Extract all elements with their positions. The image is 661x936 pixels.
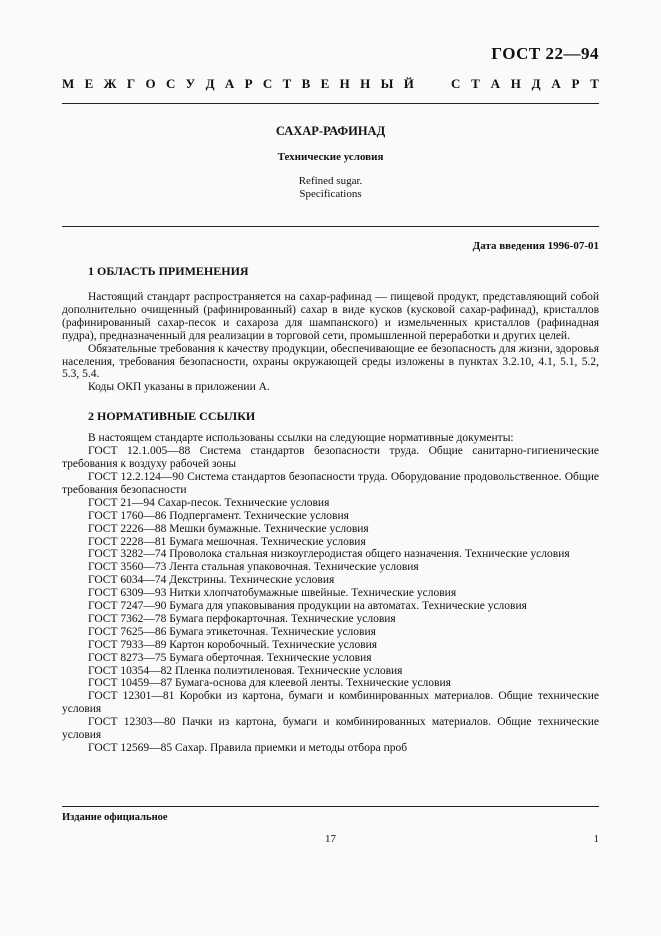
banner-letter: М [62, 76, 75, 91]
english-subtitle: Specifications [299, 188, 362, 200]
banner-letter: С [451, 76, 461, 91]
banner-letter: Р [571, 76, 580, 91]
reference-item: ГОСТ 12569—85 Сахар. Правила приемки и методы отбора проб [88, 742, 408, 754]
reference-item: ГОСТ 2226—88 Мешки бумажные. Технические условия [88, 522, 369, 535]
reference-item: ГОСТ 6034—74 Декстрины. Технические условия [88, 574, 335, 587]
reference-item: ГОСТ 12303—80 Пачки из картона, бумаги и комбинированных материалов. Общие технические условия [62, 716, 599, 742]
reference-item: ГОСТ 7933—89 Картон коробочный. Технические условия [88, 638, 378, 651]
reference-item: ГОСТ 7362—78 Бумага перфокарточная. Технические условия [88, 612, 396, 625]
document-subtitle: Технические условия [277, 151, 384, 163]
banner-letter: Д [531, 76, 541, 91]
banner-letter: Н [339, 76, 350, 91]
banner-letter: Е [84, 76, 94, 91]
interstate-word-2 [451, 76, 599, 92]
banner-letter: Й [403, 76, 414, 91]
banner-letter: Е [320, 76, 330, 91]
header-divider [62, 103, 599, 104]
reference-item: ГОСТ 7625—86 Бумага этикеточная. Технические условия [88, 625, 376, 638]
interstate-standard-banner [62, 76, 599, 92]
reference-item: ГОСТ 10354—82 Пленка полиэтиленовая. Технические условия [88, 664, 403, 677]
section-heading: 1 ОБЛАСТЬ ПРИМЕНЕНИЯ [88, 264, 249, 278]
banner-letter: С [165, 76, 176, 91]
banner-letter: А [551, 76, 561, 91]
reference-item: ГОСТ 8273—75 Бумага оберточная. Технические условия [88, 651, 372, 664]
banner-letter: Т [471, 76, 480, 91]
banner-letter: Т [590, 76, 599, 91]
banner-letter: В [301, 76, 311, 91]
section-heading: 2 НОРМАТИВНЫЕ ССЫЛКИ [88, 409, 256, 424]
paragraph: Коды ОКП указаны в приложении А. [88, 381, 270, 394]
document-body [62, 264, 599, 755]
reference-item: ГОСТ 6309—93 Нитки хлопчатобумажные швейные. Технические условия [88, 587, 457, 600]
banner-letter: А [224, 76, 235, 91]
reference-item: ГОСТ 10459—87 Бумага-основа для клеевой ленты. Технические условия [88, 677, 451, 690]
reference-item: ГОСТ 3560—73 Лента стальная упаковочная. Технические условия [88, 561, 419, 574]
footer-divider [62, 806, 599, 807]
reference-item: ГОСТ 12.2.124—90 Система стандартов безопасности труда. Оборудование продовольственное. Общие требования безопасности [62, 470, 599, 496]
reference-item: ГОСТ 12.1.005—88 Система стандартов безопасности труда. Общие санитарно-гигиенические требования к воздуху рабочей зоны [62, 445, 599, 471]
english-title: Refined sugar. [298, 175, 363, 187]
english-title-block [0, 175, 661, 201]
paragraph: Обязательные требования к качеству продукции, обеспечивающие ее безопасность для жизни, здоровья населения, требования безопасности, охраны окружающей среды изложены в пунктах 3.2.10, 4.1, 5.1, 5.2, 5.3, 5.4. [62, 342, 599, 381]
official-edition-label: Издание официальное [62, 812, 168, 823]
banner-letter: Ы [380, 76, 394, 91]
paragraph: Настоящий стандарт распространяется на сахар-рафинад — пищевой продукт, представляющий собой дополнительно очищенный (рафинированный) сахар в виде кусков (кусковой сахар-рафинад), кристаллов (рафинированный сахар-песок и сахароза для шампанского) и измельченных кристаллов (рафинадная пудра), предназначенный для реализации в торговой сети, промышленной переработки и других целей. [62, 291, 599, 342]
banner-letter: Н [360, 76, 371, 91]
sheet-number: 1 [593, 833, 599, 845]
paragraph: В настоящем стандарте использованы ссылки на следующие нормативные документы: [88, 432, 514, 445]
interstate-word-1 [62, 76, 414, 92]
banner-letter: Т [282, 76, 292, 91]
banner-letter: Н [510, 76, 521, 91]
reference-item: ГОСТ 7247—90 Бумага для упаковывания продукции на автоматах. Технические условия [88, 600, 527, 613]
standard-number: ГОСТ 22—94 [491, 44, 599, 63]
reference-item: ГОСТ 12301—81 Коробки из картона, бумаги и комбинированных материалов. Общие технические условия [62, 690, 599, 716]
title-divider [62, 226, 599, 227]
banner-letter: О [145, 76, 156, 91]
reference-item: ГОСТ 3282—74 Проволока стальная низкоуглеродистая общего назначения. Технические условия [88, 548, 570, 561]
banner-letter: А [490, 76, 500, 91]
banner-letter: Г [126, 76, 136, 91]
banner-letter: Д [205, 76, 215, 91]
reference-item: ГОСТ 2228—81 Бумага мешочная. Технические условия [88, 535, 366, 548]
document-title: САХАР-РАФИНАД [275, 124, 386, 138]
banner-letter: У [185, 76, 196, 91]
reference-item: ГОСТ 1760—86 Подпергамент. Технические условия [88, 509, 349, 522]
introduction-date: Дата введения 1996-07-01 [472, 240, 599, 252]
reference-item: ГОСТ 21—94 Сахар-песок. Технические условия [88, 496, 330, 509]
banner-letter: Р [244, 76, 253, 91]
banner-letter: С [262, 76, 273, 91]
banner-letter: Ж [103, 76, 117, 91]
page-number: 17 [325, 833, 336, 845]
